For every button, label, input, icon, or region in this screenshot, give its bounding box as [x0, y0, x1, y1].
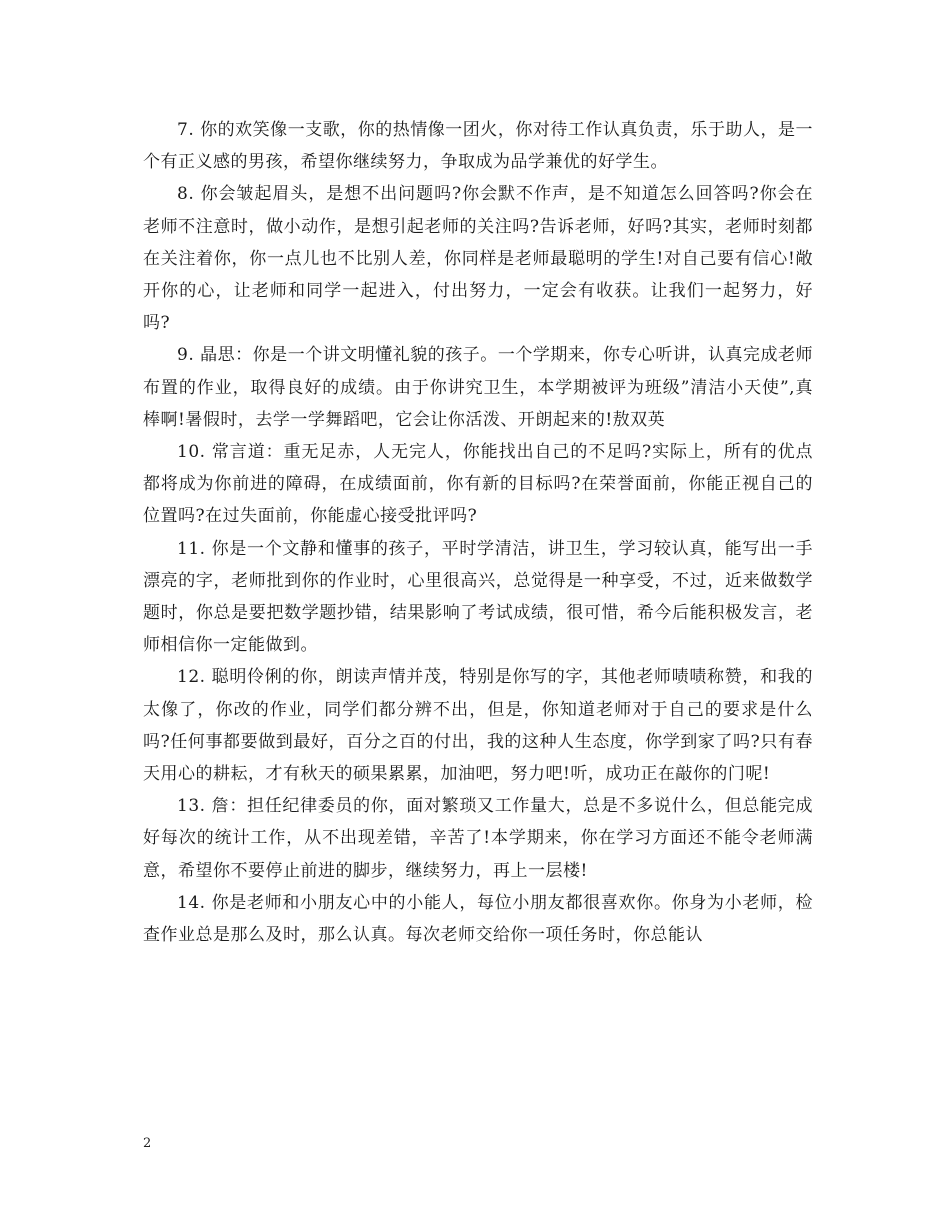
paragraph-8: 8. 你会皱起眉头，是想不出问题吗?你会默不作声，是不知道怎么回答吗?你会在老师不注意时，做小动作，是想引起老师的关注吗?告诉老师，好吗?其实，老师时刻都在关注着你，你一点儿也不比别人差，你同样是老师最聪明的学生!对自己要有信心!敞开你的心，让老师和同学一起进入，付出努力，一定会有收获。让我们一起努力，好吗? [143, 184, 813, 334]
document-body [143, 114, 813, 951]
paragraph-7: 7. 你的欢笑像一支歌，你的热情像一团火，你对待工作认真负责，乐于助人，是一个有正义感的男孩，希望你继续努力，争取成为品学兼优的好学生。 [143, 120, 813, 173]
paragraph-11: 11. 你是一个文静和懂事的孩子，平时学清洁，讲卫生，学习较认真，能写出一手漂亮的字，老师批到你的作业时，心里很高兴，总觉得是一种享受，不过，近来做数学题时，你总是要把数学题抄错，结果影响了考试成绩，很可惜，希今后能积极发言，老师相信你一定能做到。 [143, 538, 813, 656]
page-number: 2 [143, 1136, 152, 1151]
paragraph-10: 10. 常言道：重无足赤，人无完人，你能找出自己的不足吗?实际上，所有的优点都将成为你前进的障碍，在成绩面前，你有新的目标吗?在荣誉面前，你能正视自己的位置吗?在过失面前，你能虚心接受批评吗? [143, 442, 813, 527]
paragraph-9: 9. 晶思：你是一个讲文明懂礼貌的孩子。一个学期来，你专心听讲，认真完成老师布置的作业，取得良好的成绩。由于你讲究卫生，本学期被评为班级”清洁小天使”,真棒啊!暑假时，去学一学舞蹈吧，它会让你活泼、开朗起来的!敖双英 [143, 345, 813, 430]
paragraph-14: 14. 你是老师和小朋友心中的小能人，每位小朋友都很喜欢你。你身为小老师，检查作业总是那么及时，那么认真。每次老师交给你一项任务时，你总能认 [143, 892, 813, 946]
paragraph-12: 12. 聪明伶俐的你，朗读声情并茂，特别是你写的字，其他老师啧啧称赞，和我的太像了，你改的作业，同学们都分辨不出，但是，你知道老师对于自己的要求是什么吗?任何事都要做到最好，百分之百的付出，我的这种人生态度，你学到家了吗?只有春天用心的耕耘，才有秋天的硕果累累，加油吧，努力吧!听，成功正在敲你的门呢! [143, 667, 813, 785]
paragraph-13: 13. 詹：担任纪律委员的你，面对繁琐又工作量大，总是不多说什么，但总能完成好每次的统计工作，从不出现差错，辛苦了!本学期来，你在学习方面还不能令老师满意，希望你不要停止前进的脚步，继续努力，再上一层楼! [143, 796, 813, 881]
